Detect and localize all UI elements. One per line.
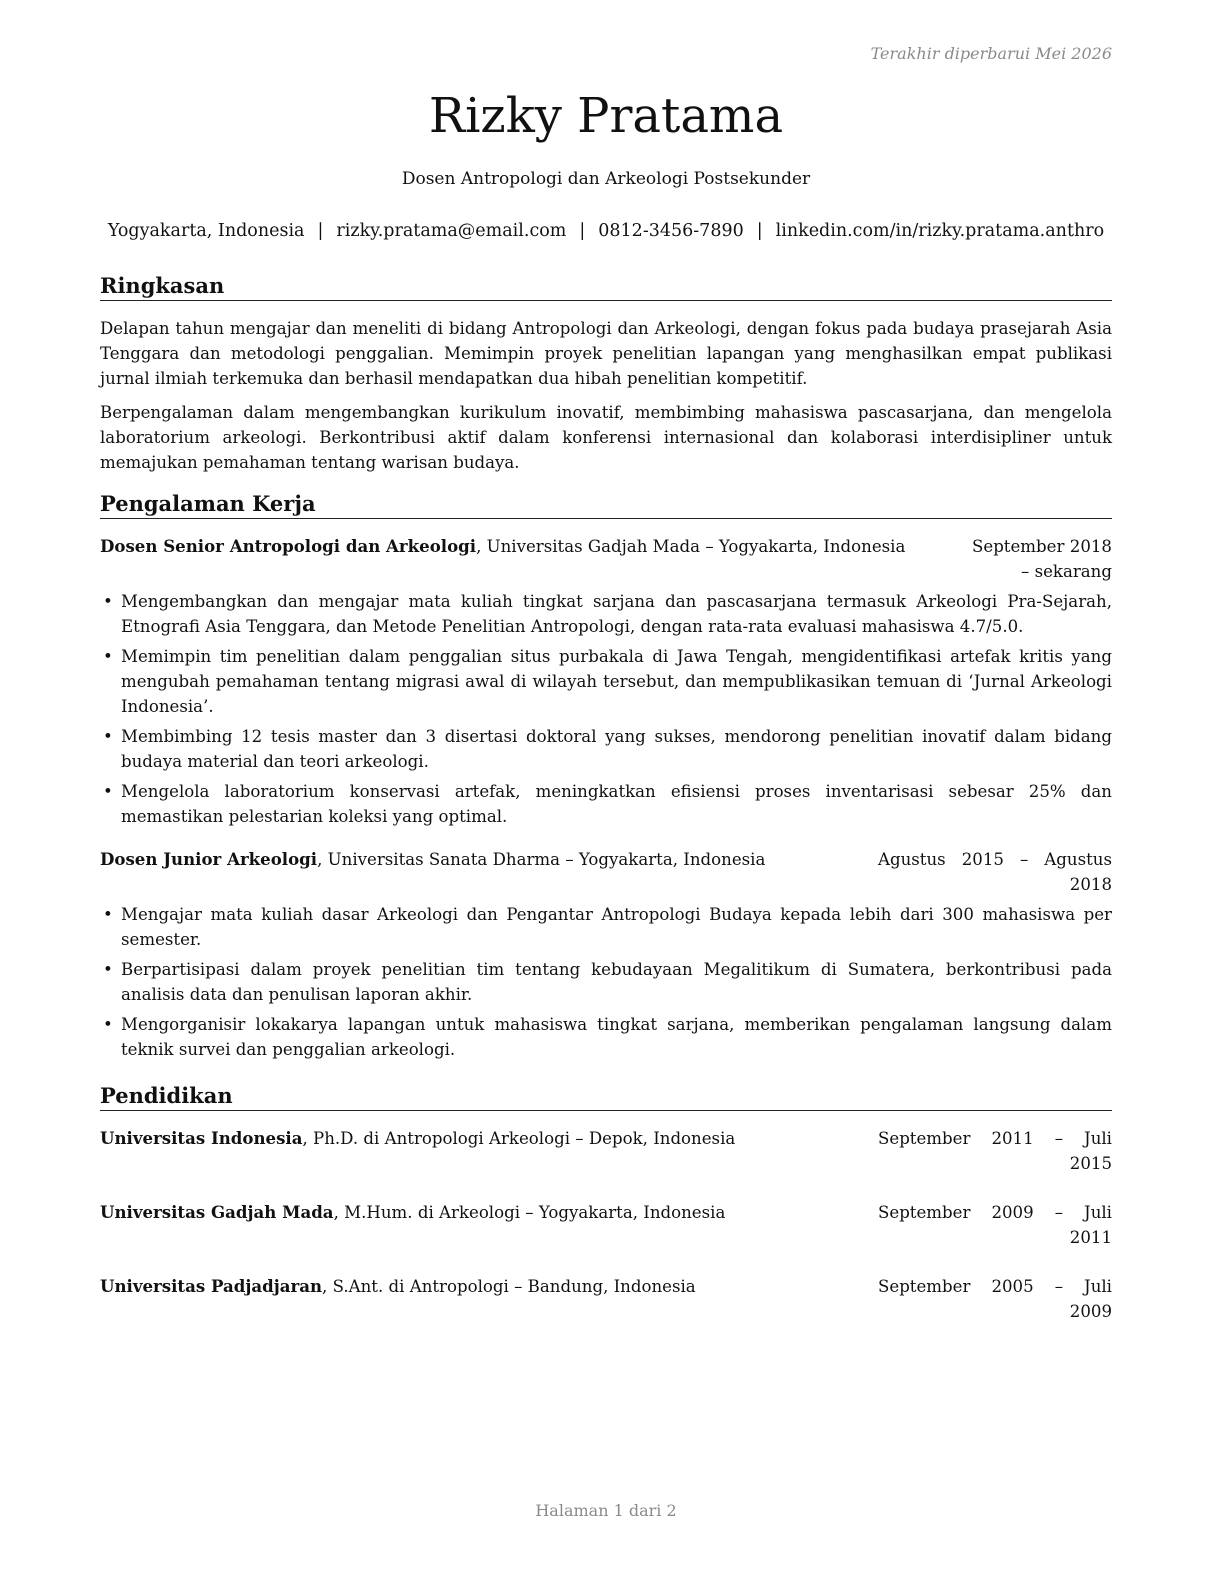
education-school: Universitas Gadjah Mada: [100, 1202, 334, 1222]
job-title-line: [100, 847, 860, 897]
education-section: [100, 1082, 1112, 1324]
job-title-line: [100, 534, 972, 584]
education-detail: , M.Hum. di Arkeologi – Yogyakarta, Indonesia: [333, 1203, 726, 1222]
list-item: • Mengorganisir lokakarya lapangan untuk mahasiswa tingkat sarjana, memberikan pengalaman langsung dalam teknik survei dan penggalian arkeologi.: [100, 1012, 1112, 1062]
education-institution-line: [100, 1274, 860, 1324]
education-dates: September 2005 – Juli 2009: [878, 1277, 1112, 1321]
contact-separator: |: [579, 221, 586, 241]
job-organization: , Universitas Sanata Dharma – Yogyakarta, Indonesia: [317, 850, 766, 869]
experience-heading: Pengalaman Kerja: [100, 490, 1112, 519]
education-school: Universitas Padjadjaran: [100, 1276, 323, 1296]
list-item: • Membimbing 12 tesis master dan 3 disertasi doktoral yang sukses, mendorong penelitian inovatif dalam bidang budaya material dan teori arkeologi.: [100, 724, 1112, 774]
job-bullets: [100, 902, 1112, 1062]
education-heading: Pendidikan: [100, 1082, 1112, 1111]
contact-line: [96, 219, 1116, 243]
contact-separator: |: [317, 221, 324, 241]
bullet-icon: •: [103, 592, 113, 611]
education-institution-line: [100, 1200, 860, 1250]
candidate-name: Rizky Pratama: [428, 88, 784, 144]
job-dates: September 2018 – sekarang: [972, 537, 1112, 581]
education-dates: September 2009 – Juli 2011: [878, 1203, 1112, 1247]
bullet-icon: •: [103, 960, 113, 979]
summary-paragraph: Delapan tahun mengajar dan meneliti di bidang Antropologi dan Arkeologi, dengan fokus pada budaya prasejarah Asia Tenggara dan metodologi penggalian. Memimpin proyek penelitian lapangan yang menghasilkan empat publikasi jurnal ilmiah terkemuka dan berhasil mendapatkan dua hibah penelitian kompetitif.: [100, 319, 1112, 388]
contact-location: Yogyakarta, Indonesia: [107, 221, 305, 241]
job-header: [100, 534, 1112, 584]
education-detail: , S.Ant. di Antropologi – Bandung, Indonesia: [322, 1277, 696, 1296]
bullet-icon: •: [103, 727, 113, 746]
job-organization: , Universitas Gadjah Mada – Yogyakarta, Indonesia: [476, 537, 906, 556]
list-item: • Berpartisipasi dalam proyek penelitian tim tentang kebudayaan Megalitikum di Sumatera, berkontribusi pada analisis data dan penulisan laporan akhir.: [100, 957, 1112, 1007]
contact-email[interactable]: rizky.pratama@email.com: [336, 221, 567, 241]
education-dates: September 2011 – Juli 2015: [878, 1129, 1112, 1173]
education-detail: , Ph.D. di Antropologi Arkeologi – Depok, Indonesia: [302, 1129, 736, 1148]
job-role: Dosen Junior Arkeologi: [100, 849, 318, 869]
bullet-icon: •: [103, 782, 113, 801]
list-item: • Mengelola laboratorium konservasi artefak, meningkatkan efisiensi proses inventarisasi sebesar 25% dan memastikan pelestarian koleksi yang optimal.: [100, 779, 1112, 829]
education-entry: [100, 1274, 1112, 1324]
education-entry: [100, 1126, 1112, 1176]
list-item: • Mengajar mata kuliah dasar Arkeologi dan Pengantar Antropologi Budaya kepada lebih dari 300 mahasiswa per semester.: [100, 902, 1112, 952]
job-role: Dosen Senior Antropologi dan Arkeologi: [100, 536, 477, 556]
job-header: [100, 847, 1112, 897]
contact-linkedin[interactable]: linkedin.com/in/rizky.pratama.anthro: [775, 221, 1105, 241]
page-number: Halaman 1 dari 2: [535, 1501, 677, 1520]
education-entry: [100, 1200, 1112, 1250]
list-item: • Memimpin tim penelitian dalam penggalian situs purbakala di Jawa Tengah, mengidentifikasi artefak kritis yang mengubah pemahaman tentang migrasi awal di wilayah tersebut, dan mempublikasikan temuan di ‘Jurnal Arkeologi Indonesia’.: [100, 644, 1112, 719]
candidate-title: Dosen Antropologi dan Arkeologi Postsekunder: [401, 169, 811, 189]
summary-section: [100, 272, 1112, 475]
summary-paragraph: Berpengalaman dalam mengembangkan kurikulum inovatif, membimbing mahasiswa pascasarjana, dan mengelola laboratorium arkeologi. Berkontribusi aktif dalam konferensi internasional dan kolaborasi interdisipliner untuk memajukan pemahaman tentang warisan budaya.: [100, 403, 1112, 472]
job-entry: [100, 847, 1112, 1062]
last-updated-note: Terakhir diperbarui Mei 2026: [870, 44, 1112, 63]
bullet-icon: •: [103, 1015, 113, 1034]
job-entry: [100, 534, 1112, 829]
bullet-icon: •: [103, 647, 113, 666]
education-institution-line: [100, 1126, 860, 1176]
contact-phone: 0812-3456-7890: [598, 221, 744, 241]
job-bullets: [100, 589, 1112, 829]
experience-section: [100, 490, 1112, 1062]
list-item: • Mengembangkan dan mengajar mata kuliah tingkat sarjana dan pascasarjana termasuk Arkeologi Pra-Sejarah, Etnografi Asia Tenggara, dan Metode Penelitian Antropologi, dengan rata-rata evaluasi mahasiswa 4.7/5.0.: [100, 589, 1112, 639]
resume-page: [100, 0, 1112, 1584]
contact-separator: |: [756, 221, 763, 241]
job-dates: Agustus 2015 – Agustus 2018: [878, 850, 1112, 894]
bullet-icon: •: [103, 905, 113, 924]
summary-heading: Ringkasan: [100, 272, 1112, 301]
education-school: Universitas Indonesia: [100, 1128, 303, 1148]
